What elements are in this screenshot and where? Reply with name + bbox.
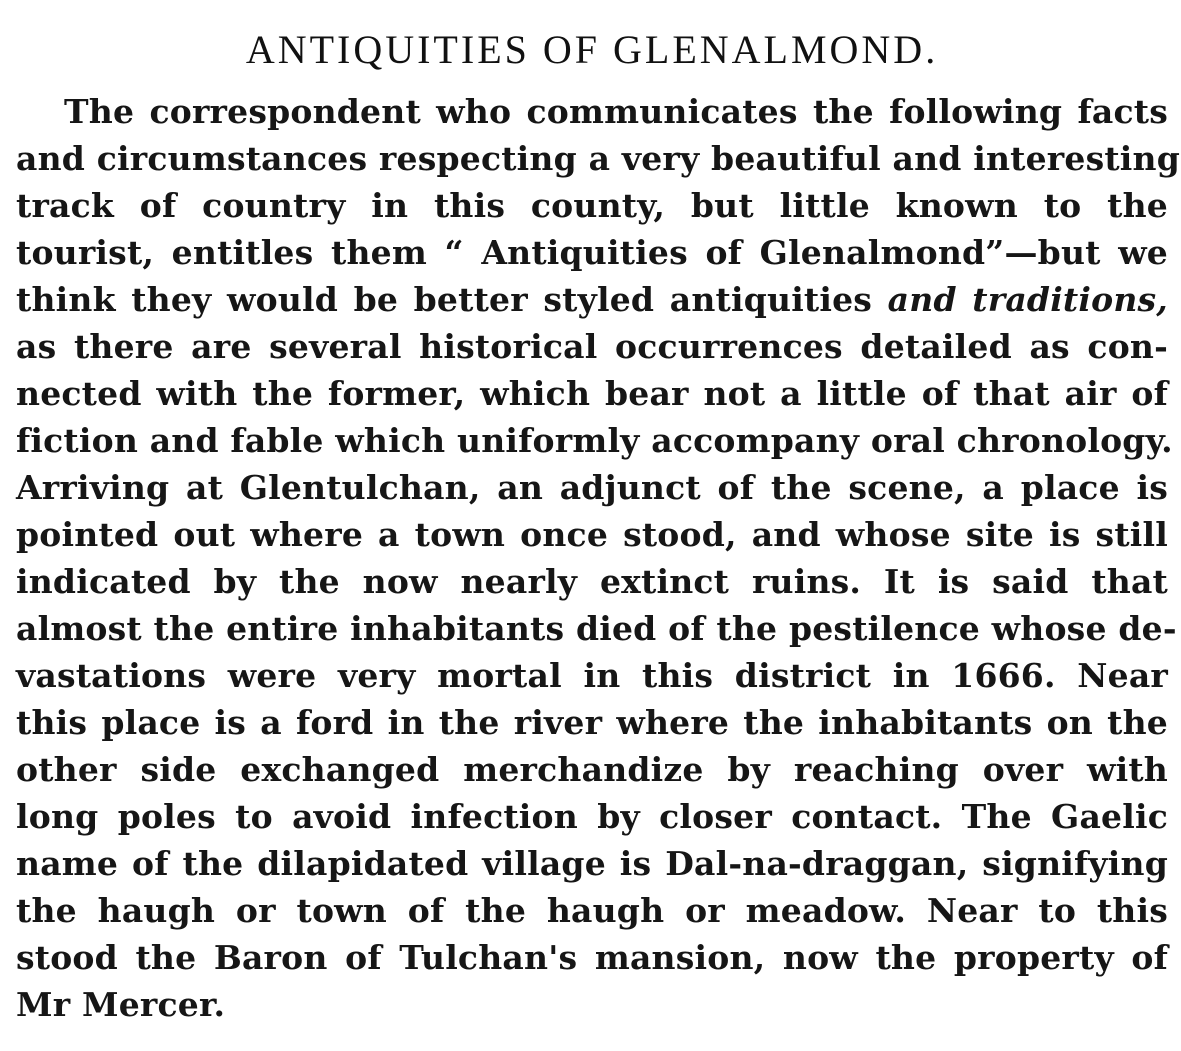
text-line: pointed out where a town once stood, and whose site is still (16, 515, 1168, 554)
article (16, 26, 1181, 1028)
text-line (16, 276, 1168, 323)
text-segment: think they would be better styled antiquities (16, 280, 873, 319)
text-line: long poles to avoid infection by closer contact. The Gaelic (16, 797, 1168, 836)
text-line: indicated by the now nearly extinct ruins. It is said that (16, 562, 1168, 601)
text-line: this place is a ford in the river where the inhabitants on the (16, 703, 1168, 742)
text-line: the haugh or town of the haugh or meadow. Near to this (16, 891, 1168, 930)
article-title: ANTIQUITIES OF GLENALMOND. (245, 27, 939, 72)
text-line: stood the Baron of Tulchan's mansion, now the property of (16, 938, 1168, 977)
text-line: nected with the former, which bear not a little of that air of (16, 374, 1168, 413)
text-line: name of the dilapidated village is Dal-na-draggan, signifying (16, 844, 1168, 883)
text-line: vastations were very mortal in this district in 1666. Near (16, 656, 1168, 695)
text-line: Mr Mercer. (16, 985, 226, 1024)
text-line: The correspondent who communicates the following facts (64, 92, 1168, 131)
text-line: Arriving at Glentulchan, an adjunct of the scene, a place is (16, 468, 1168, 507)
text-line: tourist, entitles them “ Antiquities of Glenalmond”—but we (16, 233, 1168, 272)
italic-text: and traditions, (887, 280, 1168, 319)
text-line: as there are several historical occurrences detailed as con- (16, 327, 1168, 366)
text-line: and circumstances respecting a very beautiful and interesting (16, 139, 1181, 178)
text-line: track of country in this county, but little known to the (16, 186, 1168, 225)
text-line: fiction and fable which uniformly accompany oral chronology. (16, 421, 1173, 460)
text-line: almost the entire inhabitants died of the pestilence whose de- (16, 609, 1177, 648)
article-body (16, 88, 1181, 1028)
text-line: other side exchanged merchandize by reaching over with (16, 750, 1168, 789)
